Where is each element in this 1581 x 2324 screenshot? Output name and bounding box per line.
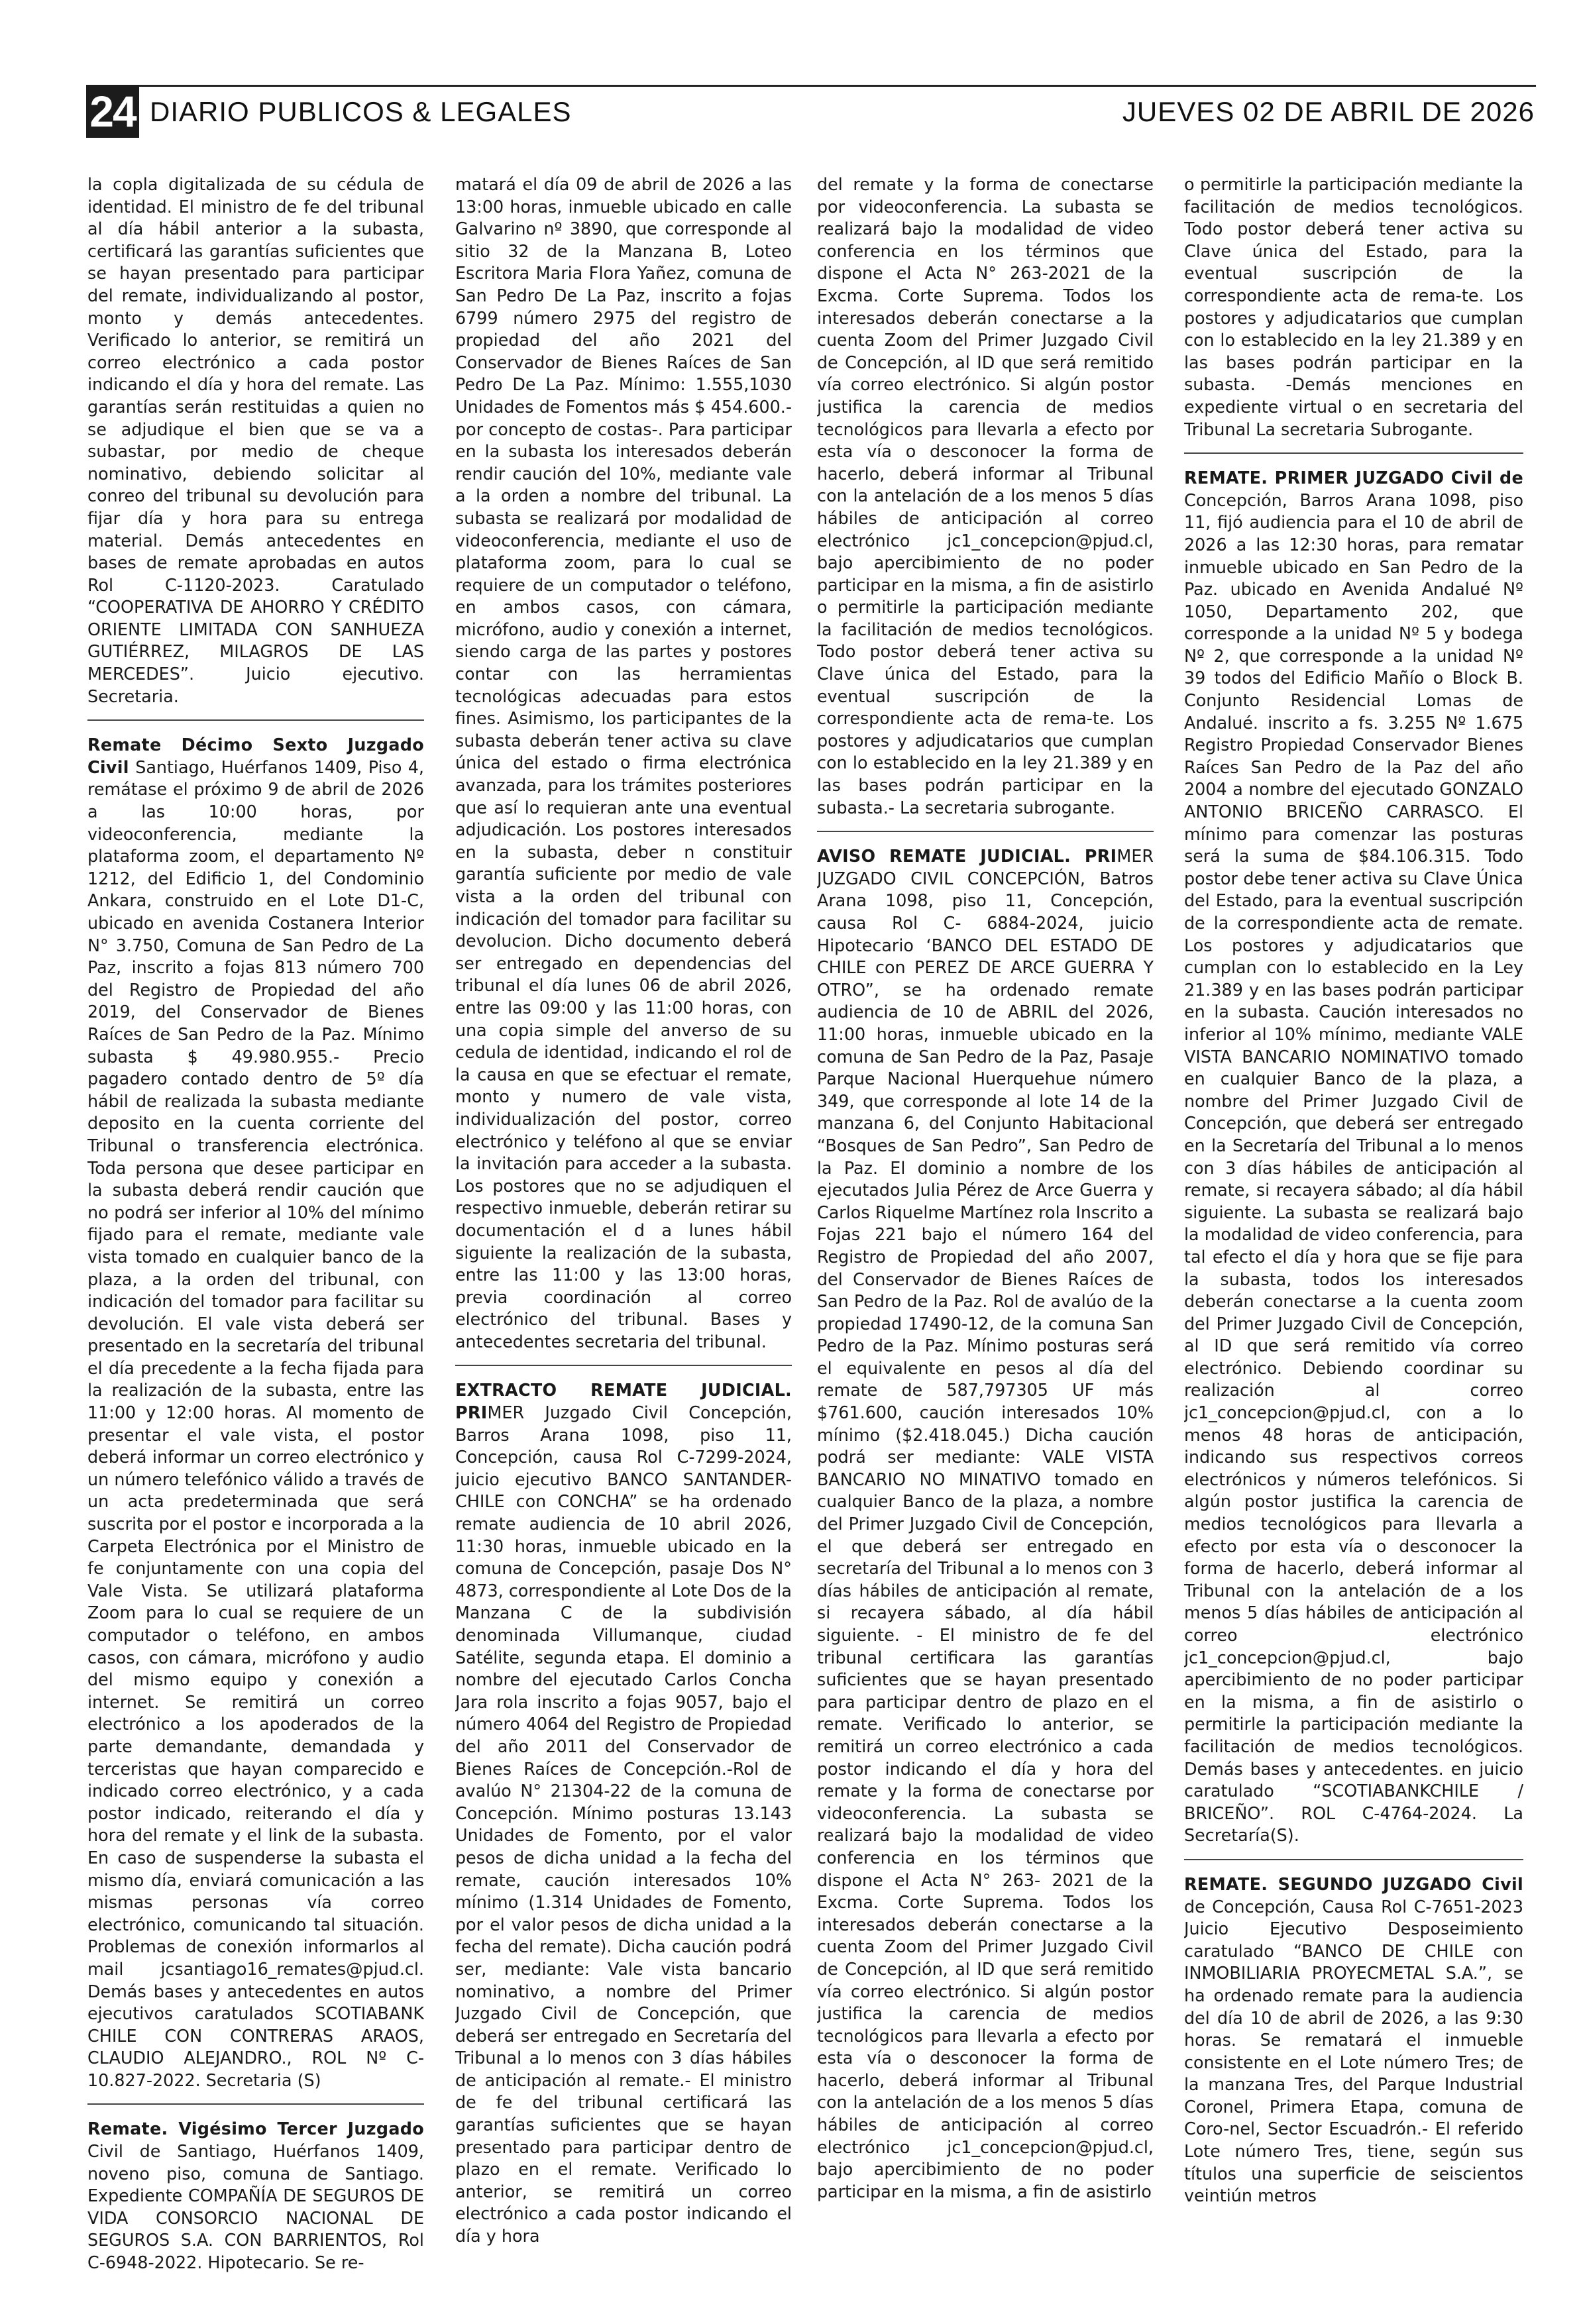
publication-name: DIARIO PUBLICOS & LEGALES (150, 96, 572, 127)
column-3 (817, 174, 1154, 2294)
legal-notice: Remate. Vigésimo Tercer Juzgado Civil de Santiago, Huérfanos 1409, noveno piso, comuna de Santiago. Expediente COMPAÑÍA DE SEGUROS DE VIDA CONSORCIO NACIONAL DE SEGUROS S.A. CON BARRIENTOS, Rol C-6948-2022. Hipotecario. Se re- (87, 2103, 424, 2286)
page-number: 24 (86, 85, 139, 138)
issue-date: JUEVES 02 DE ABRIL DE 2026 (1122, 96, 1535, 127)
legal-notice: REMATE. PRIMER JUZGADO Civil de Concepción, Barros Arana 1098, piso 11, fijó audiencia para el 10 de abril de 2026 a las 12:30 horas, para rematar inmueble ubicado en San Pedro de la Paz. ubicado en Avenida Andalué Nº 1050, Departamento 202, que corresponde a la unidad Nº 5 y bodega Nº 2, que corresponde a la unidad Nº 39 todos del Edificio Mañío o Block B. Conjunto Residencial Lomas de Andalué. inscrito a fs. 3.255 Nº 1.675 Registro Propiedad Conservador Bienes Raíces San Pedro de la Paz del año 2004 a nombre del ejecutado GONZALO ANTONIO BRICEÑO CARRASCO. El mínimo para comenzar las posturas será la suma de $84.106.315. Todo postor debe tener activa su Clave Única del Estado, para la eventual suscripción de la correspondiente acta de remate. Los postores y adjudicatarios que cumplan con lo establecido en la Ley 21.389 y en las bases podrán participar en la subasta. Caución interesados no inferior al 10% mínimo, mediante VALE VISTA BANCARIO NOMINATIVO tomado en cualquier Banco de la plaza, a nombre del Primer Juzgado Civil de Concepción, que deberá ser entregado en la Secretaría del Tribunal a lo menos con 3 días hábiles de anticipación al remate, si recayera sábado; al día hábil siguiente. La subasta se realizará bajo la modalidad de video conferencia, para tal efecto el día y hora que se fije para la subasta, todos los interesados deberán conectarse a la cuenta zoom del Primer Juzgado Civil de Concepción, al ID que será remitido vía correo electrónico. Debiendo coordinar su realización al correo jc1_concepcion@pjud.cl, con a lo menos 48 horas de anticipación, indicando sus respectivos correos electrónicos y números telefónicos. Si algún postor justifica la carencia de medios tecnológicos para llevarla a efecto por esta vía o desconocer la forma de hacerlo, deberá informar al Tribunal con la antelación de a los menos 5 días hábiles de anticipación al correo electrónico jc1_concepcion@pjud.cl, bajo apercibimiento de no poder participar en la misma, a fin de asistirlo o permitirle la participación mediante la facilitación de medios tecnológicos. Demás bases y antecedentes. en juicio caratulado “SCOTIABANKCHILE / BRICEÑO”. ROL C-4764-2024. La Secretaría(S). (1184, 452, 1523, 1859)
legal-notice: Remate Décimo Sexto Juzgado Civil Santiago, Huérfanos 1409, Piso 4, remátase el próximo 9 de abril de 2026 a las 10:00 horas, por videoconferencia, mediante la plataforma zoom, el departamento Nº 1212, del Edificio 1, del Condominio Ankara, construido en el Lote D1-C, ubicado en avenida Costanera Interior N° 3.750, Comuna de San Pedro de La Paz, inscrito a fojas 813 número 700 del Registro de Propiedad del año 2019, del Conservador de Bienes Raíces de San Pedro de la Paz. Mínimo subasta $ 49.980.955.- Precio pagadero contado dentro de 5º día hábil de realizada la subasta mediante deposito en la cuenta corriente del Tribunal o transferencia electrónica. Toda persona que desee participar en la subasta deberá rendir caución que no podrá ser inferior al 10% del mínimo fijado para el remate, mediante vale vista tomado en cualquier banco de la plaza, a la orden del tribunal, con indicación del tomador para facilitar su devolución. El vale vista deberá ser presentado en la secretaría del tribunal el día precedente a la fecha fijada para la realización de la subasta, entre las 11:00 y 12:00 horas. Al momento de presentar el vale vista, el postor deberá informar un correo electrónico y un número telefónico válido a través de un acta predeterminada que será suscrita por el postor e incorporada a la Carpeta Electrónica por el Ministro de fe conjuntamente con una copia del Vale Vista. Se utilizará plataforma Zoom para lo cual se requiere de un computador o teléfono, en ambos casos, con cámara, micrófono y audio del mismo equipo y conexión a internet. Se remitirá un correo electrónico a los apoderados de la parte demandante, demandada y terceristas que hayan comparecido e indicado correo electrónico, y a cada postor indicado, reiterando el día y hora del remate y el link de la subasta. En caso de suspenderse la subasta el mismo día, enviará comunicación a las mismas personas vía correo electrónico, comunicando tal situación. Problemas de conexión informarlos al mail jcsantiago16_remates@pjud.cl. Demás bases y antecedentes en autos ejecutivos caratulados SCOTIABANK CHILE CON CONTRERAS ARAOS, CLAUDIO ALEJANDRO., ROL Nº C-10.827-2022. Secretaria (S) (87, 719, 424, 2103)
header-rule (86, 85, 1536, 87)
column-2 (455, 174, 792, 2294)
legal-notice: la copla digitalizada de su cédula de identidad. El ministro de fe del tribunal al día hábil anterior a la subasta, certificará las garantías suficientes que se hayan presentado para participar del remate, individualizando al postor, monto y demás antecedentes. Verificado lo anterior, se remitirá un correo electrónico a cada postor indicando el día y hora del remate. Las garantías serán restituidas a quien no se adjudique el bien que se va a subastar, por medio de cheque nominativo, debiendo solicitar al conreo del tribunal su devolución para fijar día y hora para su entrega material. Demás antecedentes en bases de remate aprobadas en autos Rol C-1120-2023. Caratulado “COOPERATIVA DE AHORRO Y CRÉDITO ORIENTE LIMITADA CON SANHUEZA GUTIÉRREZ, MILAGROS DE LAS MERCEDES”. Juicio ejecutivo. Secretaria. (87, 174, 424, 706)
column-4 (1184, 174, 1523, 2294)
legal-notice: o permitirle la participación mediante la facilitación de medios tecnológicos. Todo postor deberá tener activa su Clave única del Estado, para la eventual suscripción de la correspondiente acta de rema-te. Los postores y adjudicatarios que cumplan con lo establecido en la ley 21.389 y en las bases podrán participar en la subasta. -Demás menciones en expediente virtual o en secretaria del Tribunal La secretaria Subrogante. (1184, 174, 1523, 439)
legal-notice: matará el día 09 de abril de 2026 a las 13:00 horas, inmueble ubicado en calle Galvarino nº 3890, que corresponde al sitio 32 de la Manzana B, Loteo Escritora Maria Flora Yañez, comuna de San Pedro De La Paz, inscrito a fojas 6799 número 2975 del registro de propiedad del año 2021 del Conservador de Bienes Raíces de San Pedro De La Paz. Mínimo: 1.555,1030 Unidades de Fomentos más $ 454.600.- por concepto de costas-. Para participar en la subasta los interesados deberán rendir caución del 10%, mediante vale a la orden a nombre del tribunal. La subasta se realizará por modalidad de videoconferencia, mediante el uso de plataforma zoom, para lo cual se requiere de un computador o teléfono, en ambos casos, con cámara, micrófono, audio y conexión a internet, siendo carga de las partes y postores contar con las herramientas tecnológicas adecuadas para estos fines. Asimismo, los participantes de la subasta deberán tener activa su clave única del estado o firma electrónica avanzada, para los trámites posteriores que así lo requieran ante una eventual adjudicación. Los postores interesados en la subasta, deber n constituir garantía suficiente por medio de vale vista a la orden del tribunal con indicación del tomador para facilitar su devolucion. Dicho documento deberá ser entregado en dependencias del tribunal el día lunes 06 de abril 2026, entre las 09:00 y las 11:00 horas, con una copia simple del anverso de su cedula de identidad, indicando el rol de la causa en que se efectuar el remate, monto y numero de vale vista, individualización del postor, correo electrónico y teléfono al que se enviar la invitación para acceder a la subasta. Los postores que no se adjudiquen el respectivo inmueble, deberán retirar su documentación el d a lunes hábil siguiente la realización de la subasta, entre las 11:00 y las 13:00 horas, previa coordinación al correo electrónico del tribunal. Bases y antecedentes secretaria del tribunal. (455, 174, 792, 1351)
legal-notice: REMATE. SEGUNDO JUZGADO Civil de Concepción, Causa Rol C-7651-2023 Juicio Ejecutivo Desposeimiento caratulado “BANCO DE CHILE con INMOBILIARIA PROYECMETAL S.A.”, se ha ordenado remate para la audiencia del día 10 de abril de 2026, a las 9:30 horas. Se rematará el inmueble consistente en el Lote número Tres; de la manzana Tres, del Parque Industrial Coronel, Primera Etapa, comuna de Coro-nel, Sector Escuadrón.- El referido Lote número Tres, tiene, según sus títulos una superficie de seiscientos veintiún metros (1184, 1859, 1523, 2219)
legal-notice: AVISO REMATE JUDICIAL. PRIMER JUZGADO CIVIL CONCEPCIÓN, Batros Arana 1098, piso 11, Concepción, causa Rol C- 6884-2024, juicio Hipotecario ‘BANCO DEL ESTADO DE CHILE con PEREZ DE ARCE GUERRA Y OTRO”, se ha ordenado remate audiencia de 10 de ABRIL del 2026, 11:00 horas, inmueble ubicado en la comuna de San Pedro de la Paz, Pasaje Parque Nacional Huerquehue número 349, que corresponde al lote 14 de la manzana 6, del Conjunto Habitacional “Bosques de San Pedro”, San Pedro de la Paz. El dominio a nombre de los ejecutados Julia Pérez de Arce Guerra y Carlos Riquelme Martínez rola Inscrito a Fojas 221 bajo el número 164 del Registro de Propiedad del año 2007, del Conservador de Bienes Raíces de San Pedro de la Paz. Rol de avalúo de la propiedad 17490-12, de la comuna San Pedro de la Paz. Mínimo posturas será el equivalente en pesos al día del remate de 587,797305 UF más $761.600, caución interesados 10% mínimo ($2.418.045.) Dicha caución podrá ser mediante: VALE VISTA BANCARIO NO MINATIVO tomado en cualquier Banco de la plaza, a nombre del Primer Juzgado Civil de Concepción, el que deberá ser entregado en secretaría del Tribunal a lo menos con 3 días hábiles de anticipación al remate, si recayera sábado, al día hábil siguiente. - El ministro de fe del tribunal certificara las garantías suficientes que se hayan presentado para participar dentro de plazo en el remate. Verificado lo anterior, se remitirá un correo electrónico a cada postor indicando el día y hora del remate y la forma de conectarse por videoconferencia. La subasta se realizará bajo la modalidad de video conferencia en los términos que dispone el Acta N° 263- 2021 de la Excma. Corte Suprema. Todos los interesados deberán conectarse a la cuenta Zoom del Primer Juzgado Civil de Concepción, al ID que será remitido vía correo electrónico. Si algún postor justifica la carencia de medios tecnológicos para llevarla a efecto por esta vía o desconocer la forma de hacerlo, deberá informar al Tribunal con la antelación de a los menos 5 días hábiles de anticipación al correo electrónico jc1_concepcion@pjud.cl, bajo apercibimiento de no poder participar en la misma, a fin de asistirlo (817, 831, 1154, 2215)
legal-notice: EXTRACTO REMATE JUDICIAL. PRIMER Juzgado Civil Concepción, Barros Arana 1098, piso 11, Concepción, causa Rol C-7299-2024, juicio ejecutivo BANCO SANTANDER-CHILE con CONCHA” se ha ordenado remate audiencia de 10 abril 2026, 11:30 horas, inmueble ubicado en la comuna de Concepción, pasaje Dos N° 4873, correspondiente al Lote Dos de la Manzana C de la subdivisión denominada Villumanque, ciudad Satélite, segunda etapa. El dominio a nombre del ejecutado Carlos Concha Jara rola inscrito a fojas 9057, bajo el número 4064 del Registro de Propiedad del año 2011 del Conservador de Bienes Raíces de Concepción.-Rol de avalúo N° 21304-22 de la comuna de Concepción. Mínimo posturas 13.143 Unidades de Fomento, por el valor pesos de dicha unidad a la fecha del remate, caución interesados 10% mínimo (1.314 Unidades de Fomento, por el valor pesos de dicha unidad a la fecha del remate). Dicha caución podrá ser, mediante: Vale vista bancario nominativo, a nombre del Primer Juzgado Civil de Concepción, que deberá ser entregado en Secretaría del Tribunal a lo menos con 3 días hábiles de anticipación al remate.- El ministro de fe del tribunal certificará las garantías suficientes que se hayan presentado para participar dentro de plazo en el remate. Verificado lo anterior, se remitirá un correo electrónico a cada postor indicando el día y hora (455, 1365, 792, 2259)
legal-notice: del remate y la forma de conectarse por videoconferencia. La subasta se realizará bajo la modalidad de video conferencia en los términos que dispone el Acta N° 263-2021 de la Excma. Corte Suprema. Todos los interesados deberán conectarse a la cuenta Zoom del Primer Juzgado Civil de Concepción, al ID que será remitido vía correo electrónico. Si algún postor justifica la carencia de medios tecnológicos para llevarla a efecto por esta vía o desconocer la forma de hacerlo, deberá informar al Tribunal con la antelación de a los menos 5 días hábiles de anticipación al correo electrónico jc1_concepcion@pjud.cl, bajo apercibimiento de no poder participar en la misma, a fin de asistirlo o permitirle la participación mediante la facilitación de medios tecnológicos. Todo postor deberá tener activa su Clave única del Estado, para la eventual suscripción de la correspondiente acta de rema-te. Los postores y adjudicatarios que cumplan con lo establecido en la ley 21.389 y en las bases podrán participar en la subasta.- La secretaria subrogante. (817, 174, 1154, 818)
column-1 (87, 174, 424, 2294)
